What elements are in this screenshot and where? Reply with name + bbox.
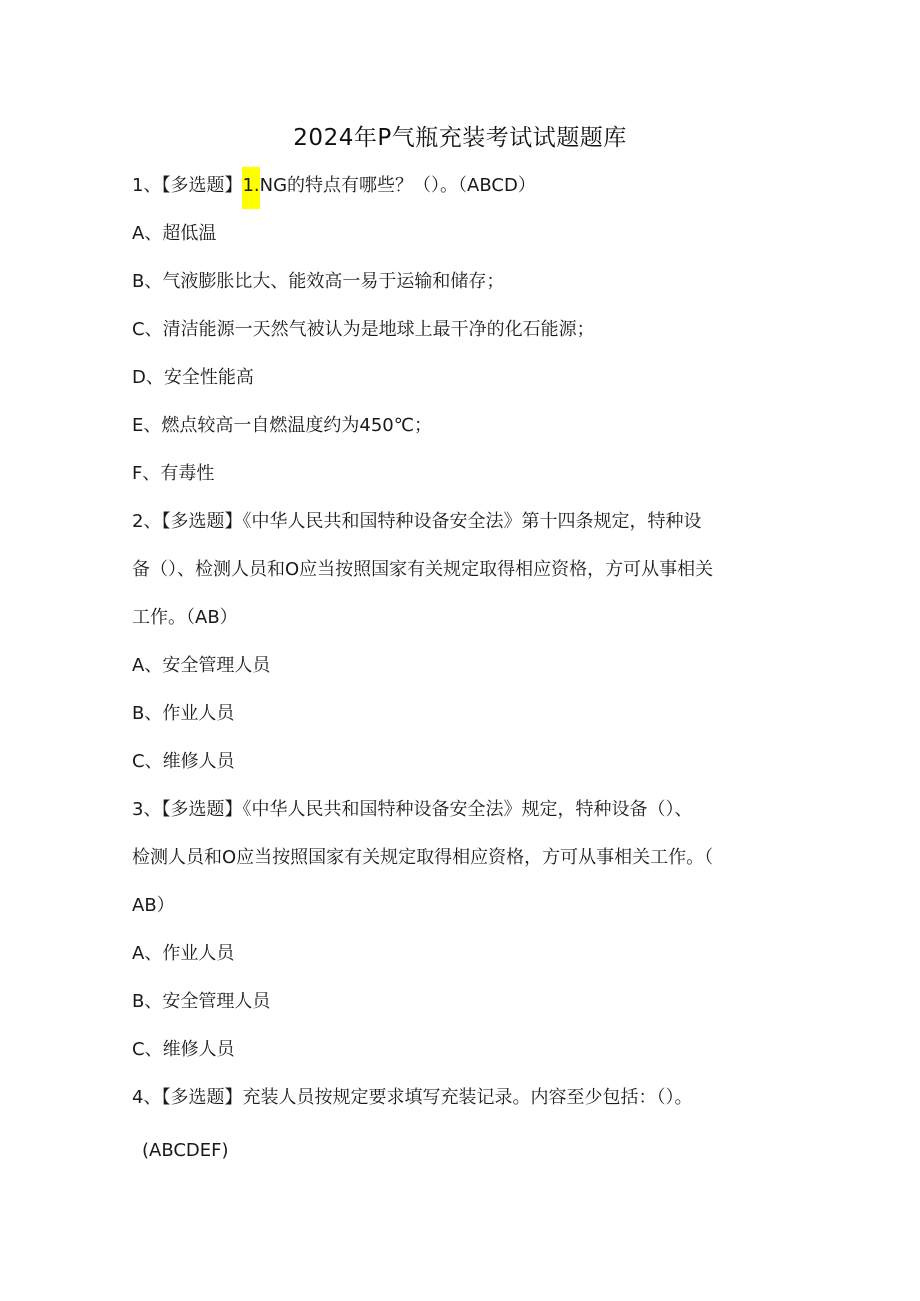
question-1-text: NG的特点有哪些？（）。（ABCD） xyxy=(259,175,536,196)
question-1-option-d: D、安全性能高 xyxy=(132,367,254,388)
question-3-stem-line-1: 3、【多选题】《中华人民共和国特种设备安全法》规定，特种设备（）、 xyxy=(132,799,693,820)
question-1-stem xyxy=(132,171,536,209)
question-1-option-a: A、超低温 xyxy=(132,223,217,244)
question-3-option-a: A、作业人员 xyxy=(132,943,235,964)
question-4-stem-line-1: 4、【多选题】充装人员按规定要求填写充装记录。内容至少包括：（）。 xyxy=(132,1087,693,1108)
question-3-stem-line-2: 检测人员和O应当按照国家有关规定取得相应资格，方可从事相关工作。（ xyxy=(132,847,714,868)
question-3-option-b: B、安全管理人员 xyxy=(132,991,271,1012)
question-2-option-a: A、安全管理人员 xyxy=(132,655,271,676)
question-1-prefix: 1、【多选题】 xyxy=(132,175,243,196)
question-3-option-c: C、维修人员 xyxy=(132,1039,235,1060)
question-4-answer: (ABCDEF) xyxy=(142,1140,229,1161)
question-2-stem-line-2: 备（）、检测人员和O应当按照国家有关规定取得相应资格，方可从事相关 xyxy=(132,559,714,580)
question-2-stem-line-1: 2、【多选题】《中华人民共和国特种设备安全法》第十四条规定，特种设 xyxy=(132,511,702,532)
highlighted-text: 1. xyxy=(242,167,259,209)
question-2-option-b: B、作业人员 xyxy=(132,703,235,724)
question-1-option-f: F、有毒性 xyxy=(132,463,215,484)
question-1-option-b: B、气液膨胀比大、能效高一易于运输和储存； xyxy=(132,271,505,292)
question-2-option-c: C、维修人员 xyxy=(132,751,235,772)
question-1-option-c: C、清洁能源一天然气被认为是地球上最干净的化石能源； xyxy=(132,319,595,340)
document-title: 2024年P气瓶充装考试试题题库 xyxy=(293,125,627,151)
question-2-stem-line-3: 工作。（AB） xyxy=(132,607,238,628)
question-1-option-e: E、燃点较高一自燃温度约为450℃； xyxy=(132,415,432,436)
question-3-stem-line-3: AB） xyxy=(132,895,175,916)
